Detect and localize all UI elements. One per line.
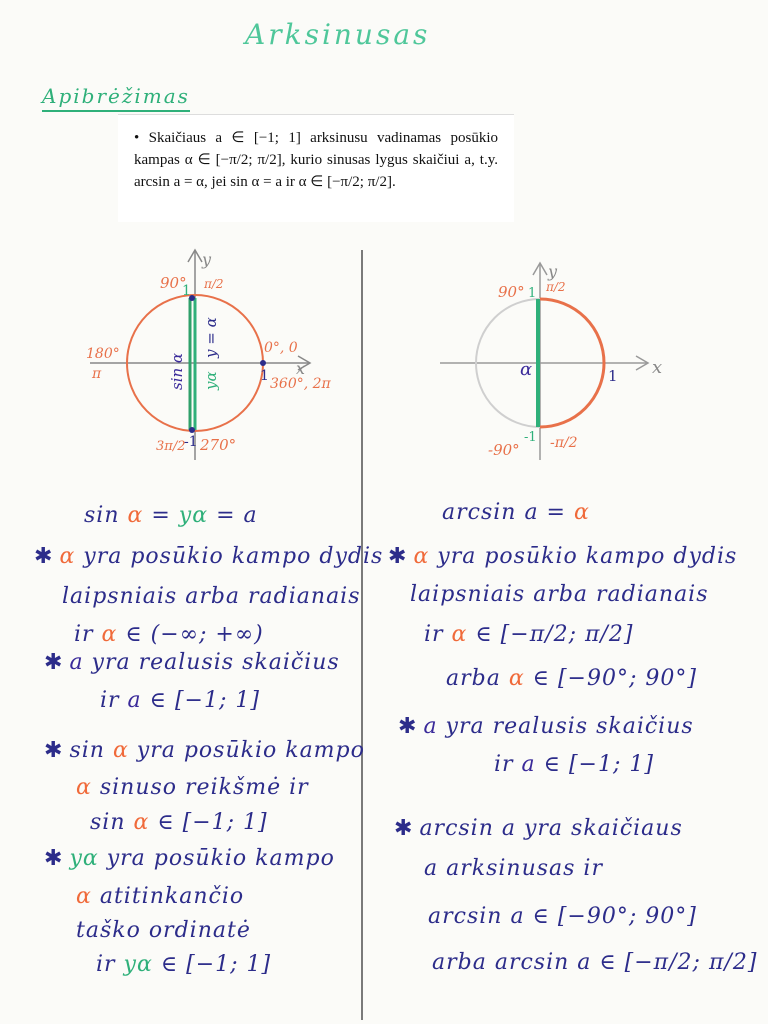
left-note-3-line-3: sin α ∈ [−1; 1]: [90, 810, 268, 835]
label-pi-half-top: π/2: [204, 277, 224, 291]
left-note-1-line-3: ir α ∈ (−∞; +∞): [74, 622, 264, 647]
y-equals-alpha-vertical-label: y = α: [202, 317, 220, 358]
right-formula: arcsin a = α: [442, 500, 590, 525]
asterisk-icon: ✱: [34, 544, 54, 569]
label-minus-one-bottom: -1: [524, 430, 537, 445]
point-bottom: [189, 427, 195, 433]
section-subtitle: Apibrėžimas: [42, 84, 190, 112]
label-90-deg: 90°: [498, 283, 525, 301]
label-pi-half-top: π/2: [546, 280, 566, 294]
left-note-1-line-1: ✱ α yra posūkio kampo dydis: [34, 544, 384, 569]
asterisk-icon: ✱: [44, 650, 64, 675]
definition-text: • Skaičiaus a ∈ [−1; 1] arksinusu vadinamas posūkio kampas α ∈ [−π/2; π/2], kurio sinusas lygus skaičiui a, t.y. arcsin a = α, jei sin α = a ir α ∈ [−π/2; π/2].: [134, 130, 498, 190]
left-unit-circle-diagram: [70, 240, 360, 470]
left-note-4-line-3: taško ordinatė: [76, 918, 251, 943]
page-title: Arksinusas: [245, 18, 431, 51]
point-right: [260, 360, 266, 366]
label-270-deg: 270°: [200, 436, 237, 454]
right-note-2-line-1: ✱ a yra realusis skaičius: [398, 714, 694, 739]
label-90-deg: 90°: [160, 274, 187, 292]
label-one-right: 1: [260, 368, 269, 384]
asterisk-icon: ✱: [44, 738, 64, 763]
asterisk-icon: ✱: [44, 846, 64, 871]
axis-y-label: y: [202, 250, 212, 269]
axis-y-label: y: [548, 262, 558, 281]
asterisk-icon: ✱: [388, 544, 408, 569]
right-note-1-line-3: ir α ∈ [−π/2; π/2]: [424, 622, 634, 647]
right-note-3-line-3: arcsin a ∈ [−90°; 90°]: [428, 904, 697, 929]
left-note-4-line-2: α atitinkančio: [76, 884, 245, 909]
sin-alpha-vertical-label: sin α: [168, 352, 186, 390]
right-note-1-line-4: arba α ∈ [−90°; 90°]: [446, 666, 697, 691]
label-minus-90-deg: -90°: [488, 441, 520, 459]
right-note-2-line-2: ir a ∈ [−1; 1]: [494, 752, 654, 777]
right-arcsin-diagram: [440, 255, 680, 475]
left-note-1-line-2: laipsniais arba radianais: [62, 584, 361, 609]
alpha-label: α: [520, 359, 533, 380]
left-note-4-line-1: ✱ yα yra posūkio kampo: [44, 846, 335, 871]
label-360-deg: 360°, 2π: [270, 376, 331, 392]
label-180-deg: 180°: [86, 346, 120, 362]
label-one-right: 1: [608, 367, 618, 385]
left-note-2-line-1: ✱ a yra realusis skaičius: [44, 650, 340, 675]
label-pi-left: π: [92, 366, 102, 382]
right-note-3-line-2: a arksinusas ir: [424, 856, 603, 881]
column-divider: [361, 250, 363, 1020]
axis-x-label: x: [296, 359, 306, 378]
label-minus-pi-half: -π/2: [550, 435, 578, 451]
right-note-3-line-4: arba arcsin a ∈ [−π/2; π/2]: [432, 950, 758, 975]
label-3pi-half: 3π/2: [156, 439, 186, 454]
right-note-1-line-2: laipsniais arba radianais: [410, 582, 709, 607]
axis-x-label: x: [652, 357, 663, 378]
left-note-3-line-2: α sinuso reikšmė ir: [76, 775, 309, 800]
y-alpha-vertical-label: yα: [202, 371, 220, 390]
right-note-1-line-1: ✱ α yra posūkio kampo dydis: [388, 544, 738, 569]
label-one-top: 1: [528, 286, 537, 301]
label-0-deg: 0°, 0: [264, 340, 298, 356]
label-one-top: 1: [182, 283, 191, 299]
definition-box: [118, 114, 514, 222]
asterisk-icon: ✱: [398, 714, 418, 739]
right-note-3-line-1: ✱ arcsin a yra skaičiaus: [394, 816, 683, 841]
asterisk-icon: ✱: [394, 816, 414, 841]
left-note-4-line-4: ir yα ∈ [−1; 1]: [96, 952, 272, 977]
left-note-2-line-2: ir a ∈ [−1; 1]: [100, 688, 260, 713]
left-formula: sin α = yα = a: [84, 503, 258, 528]
left-note-3-line-1: ✱ sin α yra posūkio kampo: [44, 738, 365, 763]
label-minus-one-bottom: -1: [184, 434, 198, 450]
